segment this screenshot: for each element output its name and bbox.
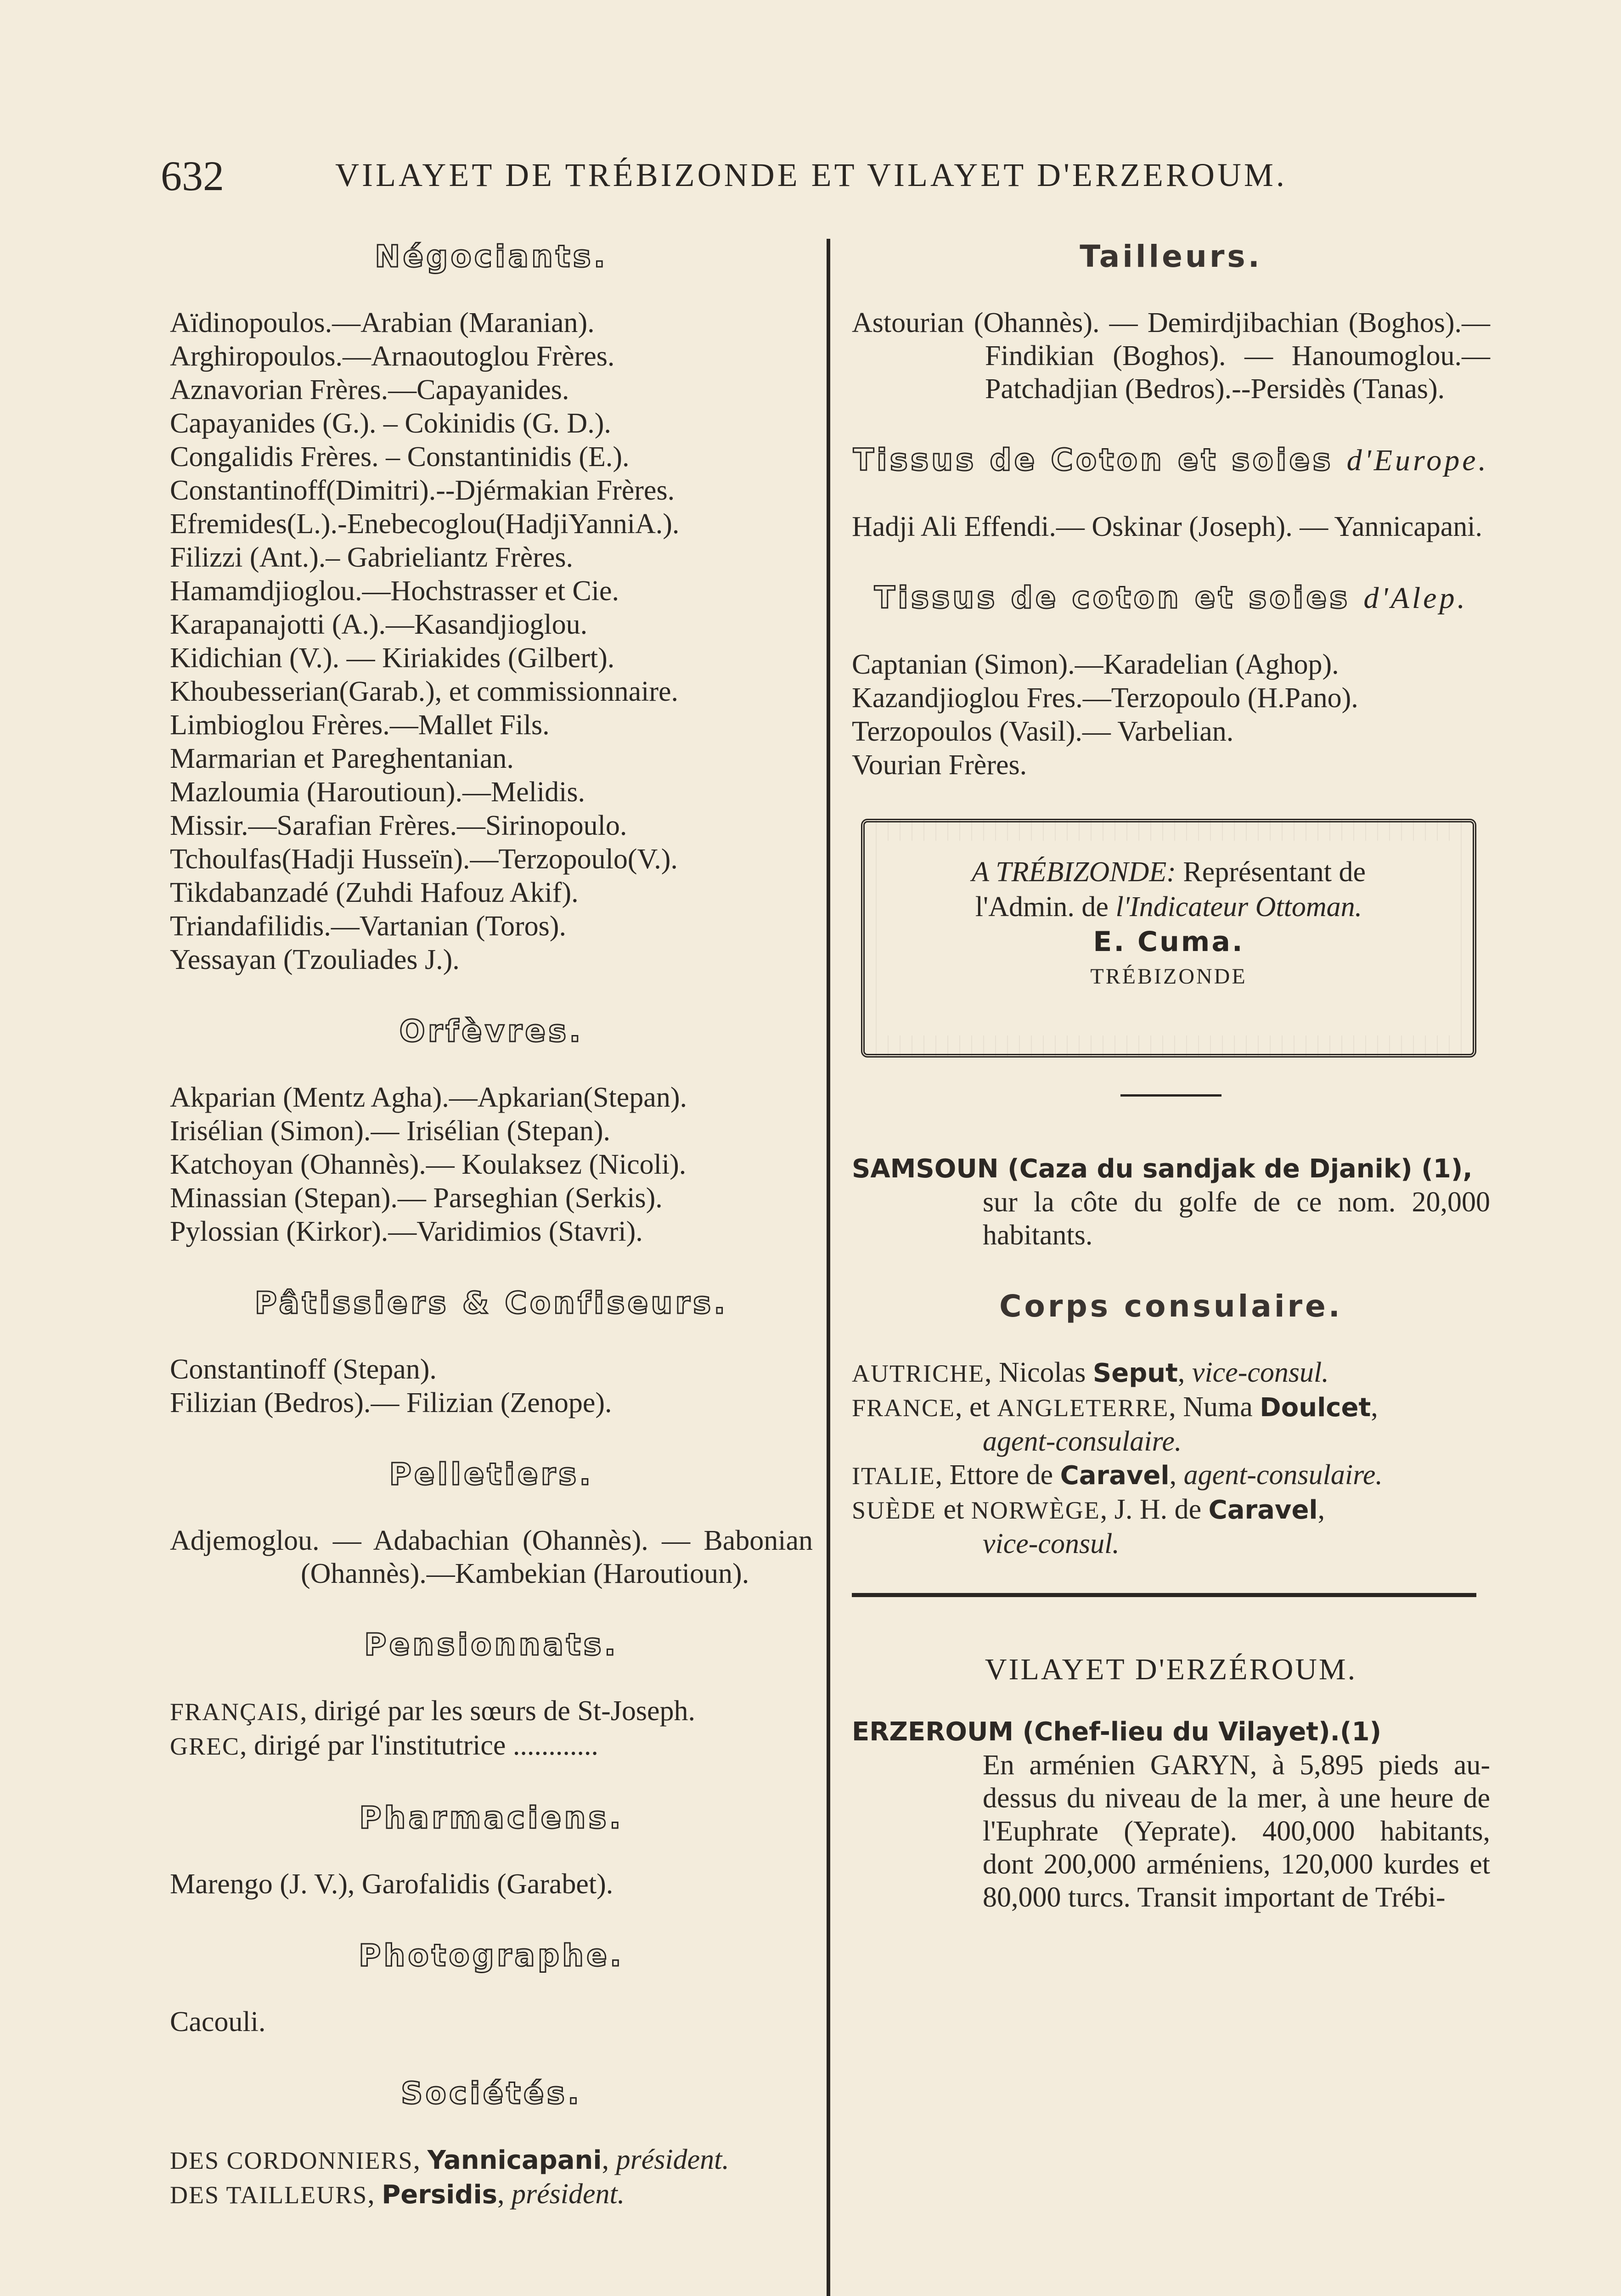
- tailleurs-text: Astourian (Ohannès). — Demirdjibachian (Boghos).— Findikian (Boghos). — Hanoumoglou.—Patchadjian (Bedros).--Persidès (Tanas).: [852, 307, 1490, 405]
- running-head: [161, 152, 1492, 207]
- consul-text: , Numa: [1169, 1391, 1260, 1423]
- consul-role: vice-consul.: [983, 1528, 1120, 1559]
- samsoun-heading-text: SAMSOUN (Caza du sandjak de Djanik) (1),: [852, 1154, 1473, 1184]
- consul-text: , J. H. de: [1100, 1494, 1209, 1525]
- advert-name: E. Cuma.: [1093, 926, 1244, 958]
- advert-content: [883, 841, 1454, 1035]
- societe-cordonniers: DES CORDONNIERS, Yannicapani, président.: [170, 2144, 729, 2175]
- consul-suede: SUÈDE et NORWÈGE, J. H. de Caravel,: [852, 1494, 1325, 1525]
- list-item: Capayanides (G.). – Cokinidis (G. D.).: [170, 408, 611, 439]
- list-item: Karapanajotti (A.).—Kasandjioglou.: [170, 609, 588, 640]
- erzeroum-text: En arménien GARYN, à 5,895 pieds au-dessus du niveau de la mer, à une heure de l'Euphrate (Yeprate). 400,000 habitants, dont 200,000 arméniens, 120,000 kurdes et 80,000 turcs. Transit important de Trébi-: [983, 1750, 1490, 1913]
- country-label: SUÈDE: [852, 1497, 936, 1524]
- section-title-tissus-alep: [852, 580, 1490, 616]
- list-item: Kazandjioglou Fres.—Terzopoulo (H.Pano).: [852, 682, 1358, 714]
- advert-city: TRÉBIZONDE: [1090, 964, 1247, 989]
- page-number: 632: [161, 152, 224, 199]
- consul-text: , Ettore de: [935, 1459, 1060, 1491]
- section-title-societes: Sociétés.: [400, 2076, 582, 2111]
- list-item: Akparian (Mentz Agha).—Apkarian(Stepan).: [170, 1082, 687, 1113]
- section-title-pelletiers: Pelletiers.: [389, 1457, 594, 1492]
- list-item: Minassian (Stepan).— Parseghian (Serkis).: [170, 1182, 663, 1214]
- tissus-alep-italic: d'Alep.: [1363, 581, 1468, 615]
- tissus-europe-text: Hadji Ali Effendi.— Oskinar (Joseph). — Yannicapani.: [852, 511, 1482, 542]
- country-label: NORWÈGE: [971, 1497, 1100, 1524]
- consul-france: FRANCE, et ANGLETERRE, Numa Doulcet,: [852, 1391, 1378, 1423]
- list-item: Constantinoff(Dimitri).--Djérmakian Frères.: [170, 475, 675, 506]
- consul-italie: ITALIE, Ettore de Caravel, agent-consulaire.: [852, 1459, 1383, 1491]
- tissus-alep-title: Tissus de coton et soies: [874, 580, 1351, 615]
- list-item: Irisélian (Simon).— Irisélian (Stepan).: [170, 1115, 611, 1147]
- advert-publication: l'Indicateur Ottoman.: [1115, 891, 1362, 923]
- list-item: Constantinoff (Stepan).: [170, 1354, 437, 1385]
- consul-role-line: [852, 1425, 1490, 1458]
- orfevres-list: [170, 1081, 813, 1249]
- list-item: Terzopoulos (Vasil).— Varbelian.: [852, 716, 1234, 747]
- list-item: Yessayan (Tzouliades J.).: [170, 944, 460, 975]
- vilayet-title: VILAYET D'ERZÉROUM.: [985, 1653, 1357, 1686]
- section-title-patissiers: Pâtissiers & Confiseurs.: [254, 1285, 728, 1321]
- negociants-list: [170, 306, 813, 977]
- section-title-pharmaciens: Pharmaciens.: [359, 1800, 624, 1835]
- list-item: Filizzi (Ant.).– Gabrieliantz Frères.: [170, 542, 574, 573]
- list-item: Efremides(L.).-Enebecoglou(HadjiYanniA.).: [170, 508, 680, 540]
- consul-role: agent-consulaire.: [983, 1426, 1182, 1457]
- list-item: Katchoyan (Ohannès).— Koulaksez (Nicoli).: [170, 1149, 687, 1180]
- advert-line-2: [883, 889, 1454, 924]
- consul-name: Seput: [1092, 1358, 1178, 1388]
- list-item: Aïdinopoulos.—Arabian (Maranian).: [170, 307, 595, 338]
- samsoun-text: sur la côte du golfe de ce nom. 20,000 habitants.: [983, 1187, 1490, 1251]
- list-item: Missir.—Sarafian Frères.—Sirinopoulo.: [170, 810, 627, 841]
- list-item: Marmarian et Pareghentanian.: [170, 743, 514, 774]
- societe-label: DES CORDONNIERS: [170, 2147, 413, 2174]
- country-label: ITALIE: [852, 1462, 935, 1490]
- pensionnat-grec: [170, 1729, 813, 1763]
- section-title-pensionnats: Pensionnats.: [364, 1627, 619, 1662]
- list-item: Filizian (Bedros).— Filizian (Zenope).: [170, 1387, 612, 1418]
- consul-role: agent-consulaire.: [1183, 1459, 1383, 1491]
- list-item: Tchoulfas(Hadji Husseïn).—Terzopoulo(V.).: [170, 844, 678, 875]
- list-item: Limbioglou Frères.—Mallet Fils.: [170, 709, 550, 741]
- societe-label: DES TAILLEURS: [170, 2181, 368, 2209]
- pensionnat-francais: [170, 1694, 813, 1729]
- left-column: [170, 239, 813, 2212]
- tissus-europe-italic: d'Europe.: [1346, 444, 1489, 477]
- column-divider: [827, 239, 830, 2296]
- consul-role: vice-consul.: [1192, 1357, 1329, 1388]
- list-item: Captanian (Simon).—Karadelian (Aghop).: [852, 649, 1339, 680]
- societe-tailleurs: DES TAILLEURS, Persidis, président.: [170, 2178, 625, 2210]
- section-title-corps: Corps consulaire.: [999, 1289, 1343, 1324]
- advert-text: Représentant de: [1176, 856, 1366, 888]
- consul-text: , et: [955, 1391, 997, 1423]
- societe-name: Persidis: [382, 2180, 497, 2210]
- list-item: Cacouli.: [170, 2006, 266, 2037]
- section-rule: [852, 1593, 1476, 1597]
- section-title-photographe: Photographe.: [359, 1938, 624, 1973]
- pensionnat-label: FRANÇAIS: [170, 1698, 300, 1726]
- advert-line-1: [883, 855, 1454, 889]
- list-item: Mazloumia (Haroutioun).—Melidis.: [170, 777, 585, 808]
- tissus-europe-title: Tissus de Coton et soies: [853, 442, 1334, 478]
- samsoun-heading: [852, 1152, 1490, 1186]
- list-item: Khoubesserian(Garab.), et commissionnaire.: [170, 676, 679, 707]
- right-column: [852, 239, 1490, 1914]
- section-title-orfevres: Orfèvres.: [399, 1013, 584, 1049]
- pensionnat-label: GREC: [170, 1733, 240, 1760]
- societe-role: président.: [511, 2178, 625, 2210]
- consul-text: , Nicolas: [984, 1357, 1093, 1388]
- list-item: Vourian Frères.: [852, 749, 1027, 781]
- consul-autriche: AUTRICHE, Nicolas Seput, vice-consul.: [852, 1357, 1329, 1388]
- consul-role-line: [852, 1527, 1490, 1561]
- country-label: FRANCE: [852, 1394, 956, 1422]
- erzeroum-heading: [852, 1715, 1490, 1749]
- consul-text: et: [936, 1494, 971, 1525]
- list-item: Hamamdjioglou.—Hochstrasser et Cie.: [170, 575, 619, 607]
- pensionnat-text: , dirigé par l'institutrice ............: [240, 1730, 598, 1761]
- list-item: Aznavorian Frères.—Capayanides.: [170, 374, 569, 405]
- erzeroum-heading-text: ERZEROUM (Chef-lieu du Vilayet).(1): [852, 1717, 1382, 1747]
- pelletiers-text: Adjemoglou. — Adabachian (Ohannès). — Babonian (Ohannès).—Kambekian (Haroutioun).: [170, 1525, 813, 1589]
- country-label: AUTRICHE: [852, 1360, 985, 1387]
- section-title-tailleurs: Tailleurs.: [1080, 239, 1262, 274]
- section-title-tissus-europe: [852, 442, 1490, 478]
- section-title-negociants: Négociants.: [375, 239, 608, 274]
- societe-role: président.: [616, 2144, 729, 2175]
- list-item: Arghiropoulos.—Arnaoutoglou Frères.: [170, 341, 615, 372]
- page-title: VILAYET DE TRÉBIZONDE ET VILAYET D'ERZEROUM.: [335, 157, 1287, 193]
- country-label: ANGLETERRE: [997, 1394, 1169, 1422]
- advert-place: A TRÉBIZONDE:: [971, 856, 1176, 888]
- short-rule: [1120, 1094, 1221, 1097]
- list-item: Marengo (J. V.), Garofalidis (Garabet).: [170, 1868, 614, 1900]
- consul-name: Caravel: [1060, 1461, 1170, 1491]
- advert-text: l'Admin. de: [975, 891, 1116, 923]
- pensionnat-text: , dirigé par les sœurs de St-Joseph.: [300, 1695, 696, 1727]
- list-item: Triandafilidis.—Vartanian (Toros).: [170, 911, 566, 942]
- consul-name: Caravel: [1208, 1495, 1318, 1525]
- list-item: Pylossian (Kirkor).—Varidimios (Stavri).: [170, 1216, 643, 1247]
- list-item: Kidichian (V.). — Kiriakides (Gilbert).: [170, 642, 615, 674]
- list-item: Congalidis Frères. – Constantinidis (E.).: [170, 441, 630, 473]
- consul-name: Doulcet: [1260, 1393, 1371, 1423]
- societe-name: Yannicapani: [427, 2145, 602, 2175]
- list-item: Tikdabanzadé (Zuhdi Hafouz Akif).: [170, 877, 579, 908]
- advert-box: [861, 819, 1476, 1058]
